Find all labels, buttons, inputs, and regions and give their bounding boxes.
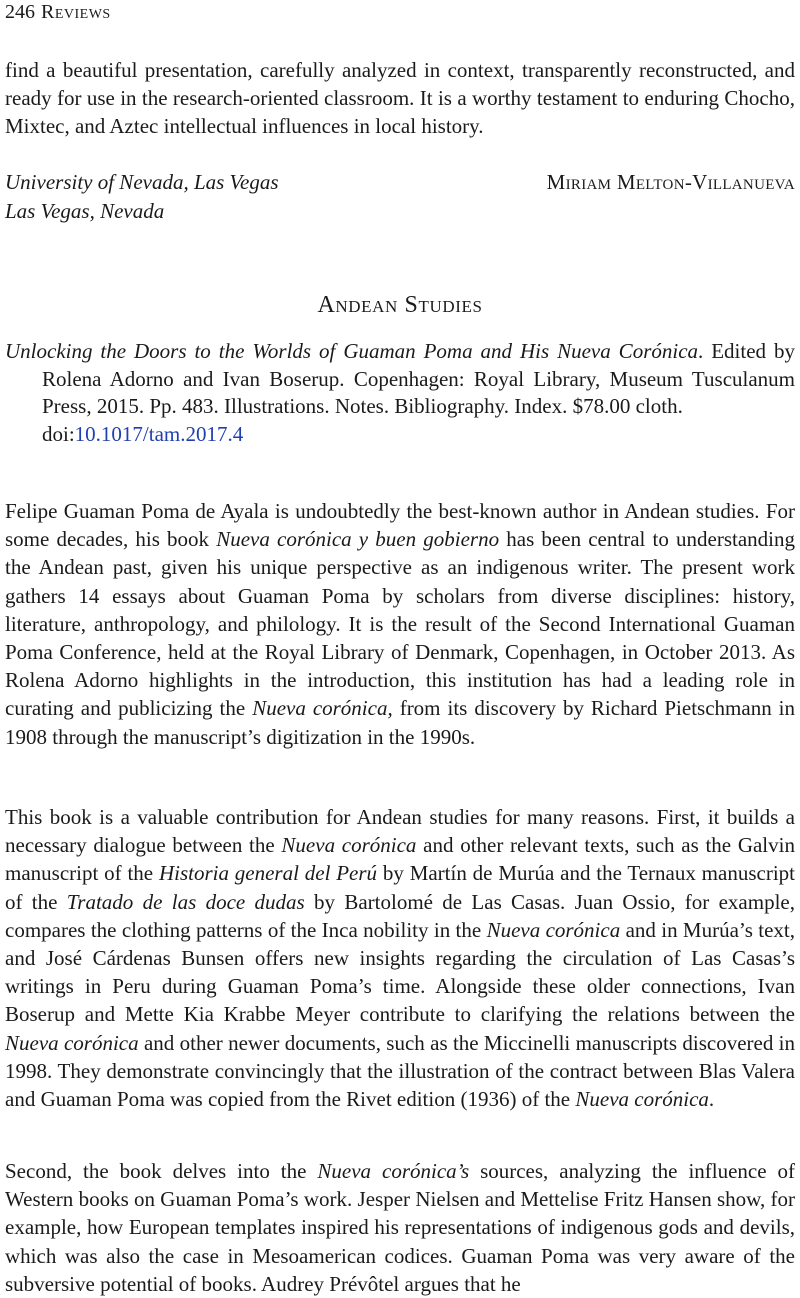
doi-link[interactable]: 10.1017/tam.2017.4: [74, 421, 244, 446]
italic-title: Nueva corónica y buen gobierno: [216, 527, 500, 552]
reviewer-name: Miriam Melton-Villanueva: [546, 170, 795, 194]
text-run: sources, analyzing the influence of Western books on Guaman Poma’s work. Jesper Nielsen and Mettelise Fritz Hansen show, for example, how European templates inspired his representations of indigenous gods and devils, which was also the case in Mesoamerican codices. Guaman Poma was very aware of the subversive potential of books. Audrey Prévôtel argues that he: [5, 1159, 796, 1296]
review-paragraph-3: [5, 1157, 795, 1298]
italic-title: Nueva corónica: [5, 1030, 139, 1055]
running-head-section: Reviews: [41, 1, 111, 23]
doi-line: [42, 421, 795, 449]
text-run: Felipe Guaman Poma de Ayala is undoubtedly the best-known author in Andean studies. For some decades, his book: [5, 499, 795, 552]
book-title: Unlocking the Doors to the Worlds of Guaman Poma and His Nueva Corónica: [5, 339, 699, 363]
italic-title: Nueva corónica: [281, 833, 417, 858]
review-paragraph-1: [5, 497, 795, 751]
text-run: has been central to understanding the Andean past, given his unique perspective as an indigenous writer. The present work gathers 14 essays about Guaman Poma by scholars from diverse disciplines: history, literature, anthropology, and philology. It is the result of the Second International Guaman Poma Conference, held at the Royal Library of Denmark, Copenhagen, in October 2013. As Rolena Adorno highlights in the introduction, this institution has had a leading role in curating and publicizing the: [5, 527, 795, 721]
text-run: This book is a valuable contribution for Andean studies for many reasons. First, it builds a necessary dialogue between the: [5, 805, 795, 858]
text-run: and other relevant texts, such as the Galvin manuscript of the: [5, 833, 795, 886]
citation-details: . Edited by Rolena Adorno and Ivan Boserup. Copenhagen: Royal Library, Museum Tusculanum Press, 2015. Pp. 483. Illustrations. Notes. Bibliography. Index. $78.00 cloth.: [42, 339, 795, 418]
italic-title: Historia general del Perú: [158, 861, 378, 886]
text-run: .: [708, 1087, 715, 1112]
book-citation: [5, 338, 795, 448]
page-number: 246: [5, 1, 35, 23]
text-run: Second, the book delves into the: [5, 1159, 318, 1183]
doi-prefix: doi:: [42, 421, 75, 446]
text-run: by Martín de Murúa and the Ternaux manuscript of the: [5, 861, 795, 914]
italic-title: Nueva corónica: [575, 1087, 709, 1112]
text-run: and in Murúa’s text, and José Cárdenas Bunsen offers new insights regarding the circulation of Las Casas’s writings in Peru during Guaman Poma’s time. Alongside these older connections, Ivan Boserup and Mette Kia Krabbe Meyer contribute to clarifying the relations between the: [5, 917, 796, 1027]
text-run: by Bartolomé de Las Casas. Juan Ossio, for example, compares the clothing patterns of the Inca nobility in the: [5, 889, 795, 942]
review-paragraph-2: [5, 803, 795, 1113]
italic-title: Tratado de las doce dudas: [66, 889, 305, 914]
italic-title: Nueva corónica,: [252, 696, 393, 721]
running-head: [5, 0, 111, 26]
italic-title: Nueva corónica’s: [317, 1159, 470, 1183]
text-run: and other newer documents, such as the Miccinelli manuscripts discovered in 1998. They demonstrate convincingly that the illustration of the contract between Blas Valera and Guaman Poma was copied from the Rivet edition (1936) of the: [5, 1030, 796, 1112]
section-title: Andean Studies: [317, 292, 483, 318]
text-run: from its discovery by Richard Pietschmann in 1908 through the manuscript’s digitization in the 1990s.: [5, 696, 796, 749]
affiliation-institution: University of Nevada, Las Vegas: [5, 170, 279, 194]
affiliation-location: Las Vegas, Nevada: [5, 199, 165, 223]
reviewer-affiliation: [5, 168, 279, 226]
italic-title: Nueva corónica: [486, 917, 621, 942]
previous-review-closing-paragraph: find a beautiful presentation, carefully analyzed in context, transparently reconstructed, and ready for use in the research-oriented classroom. It is a worthy testament to enduring Chocho, Mixtec, and Aztec intellectual influences in local history.: [5, 58, 795, 139]
